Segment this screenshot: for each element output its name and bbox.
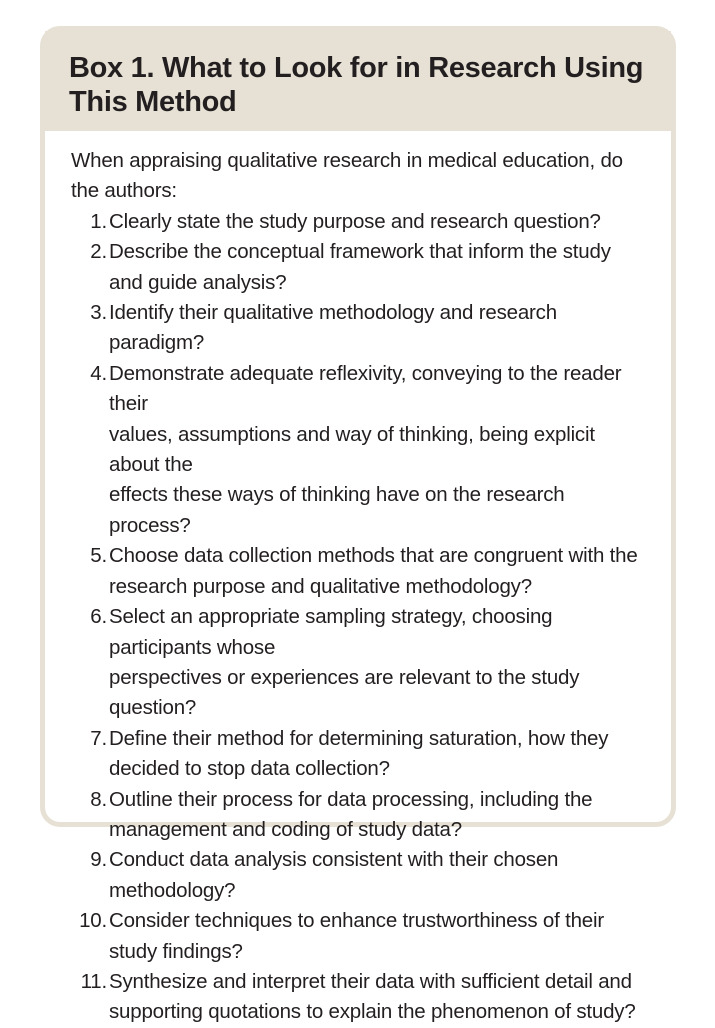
- list-item-line: and guide analysis?: [109, 270, 287, 294]
- box-header: [45, 31, 671, 131]
- list-item-number: 9.: [90, 848, 107, 872]
- list-item-number: 5.: [90, 544, 107, 568]
- list-item: [71, 298, 647, 359]
- list-item-line: values, assumptions and way of thinking, being explicit about the: [109, 422, 595, 477]
- box-title-line-1: Box 1. What to Look for in Research Using: [69, 52, 644, 84]
- list-item: [71, 845, 647, 906]
- list-item-line: management and coding of study data?: [109, 817, 462, 841]
- list-item-text: [109, 541, 647, 602]
- list-item-line: Identify their qualitative methodology and research paradigm?: [109, 301, 557, 355]
- list-item-line: perspectives or experiences are relevant to the study question?: [109, 665, 580, 720]
- list-item-line: Consider techniques to enhance trustworthiness of their: [109, 909, 604, 933]
- criteria-list: [71, 207, 647, 1028]
- list-item-number: 4.: [90, 361, 107, 385]
- list-item-line: Clearly state the study purpose and research question?: [109, 209, 601, 233]
- list-item: [71, 724, 647, 785]
- list-item-line: supporting quotations to explain the phenomenon of study?: [109, 1000, 636, 1024]
- box-title: [69, 51, 671, 119]
- list-item-text: [109, 298, 647, 359]
- list-item-line: Synthesize and interpret their data with sufficient detail and: [109, 969, 632, 993]
- list-item: [71, 785, 647, 846]
- box-body: [45, 131, 671, 1028]
- list-item-number: 11.: [80, 969, 107, 993]
- list-item-text: [109, 207, 647, 237]
- list-item: [71, 207, 647, 237]
- list-item: [71, 906, 647, 967]
- list-item-number: 1.: [90, 209, 107, 233]
- list-item-text: [109, 724, 647, 785]
- list-item-line: Conduct data analysis consistent with their chosen methodology?: [109, 848, 559, 902]
- list-item-number: 3.: [90, 301, 107, 325]
- box-title-line-2: This Method: [69, 86, 237, 118]
- list-item: [71, 237, 647, 298]
- list-item: [71, 967, 647, 1028]
- list-item-number: 7.: [90, 726, 107, 750]
- list-item-line: study findings?: [109, 939, 243, 963]
- list-item-number: 2.: [90, 240, 107, 264]
- intro-line-2: the authors:: [71, 179, 177, 203]
- list-item: [71, 359, 647, 541]
- list-item-text: [109, 906, 647, 967]
- list-item-number: 6.: [90, 605, 107, 629]
- list-item-line: Select an appropriate sampling strategy, choosing participants whose: [109, 605, 553, 659]
- list-item-line: effects these ways of thinking have on the research process?: [109, 483, 565, 537]
- list-item-line: Define their method for determining saturation, how they: [109, 726, 609, 750]
- list-item-text: [109, 967, 647, 1028]
- list-item-text: [109, 359, 647, 541]
- list-item-line: Describe the conceptual framework that inform the study: [109, 240, 611, 264]
- info-box: [40, 26, 676, 1024]
- list-item-line: Demonstrate adequate reflexivity, conveying to the reader their: [109, 361, 622, 416]
- list-item-line: Choose data collection methods that are congruent with the: [109, 544, 638, 568]
- list-item-number: 8.: [90, 787, 107, 811]
- list-item-text: [109, 785, 647, 846]
- list-item-text: [109, 845, 647, 906]
- list-item-text: [109, 237, 647, 298]
- list-item-text: [109, 602, 647, 724]
- list-item-number: 10.: [79, 909, 107, 933]
- intro-text: [71, 146, 647, 207]
- list-item: [71, 541, 647, 602]
- list-item-line: Outline their process for data processing, including the: [109, 787, 593, 811]
- list-item-line: research purpose and qualitative methodology?: [109, 574, 532, 598]
- list-item: [71, 602, 647, 724]
- intro-line-1: When appraising qualitative research in medical education, do: [71, 149, 623, 172]
- list-item-line: decided to stop data collection?: [109, 757, 390, 781]
